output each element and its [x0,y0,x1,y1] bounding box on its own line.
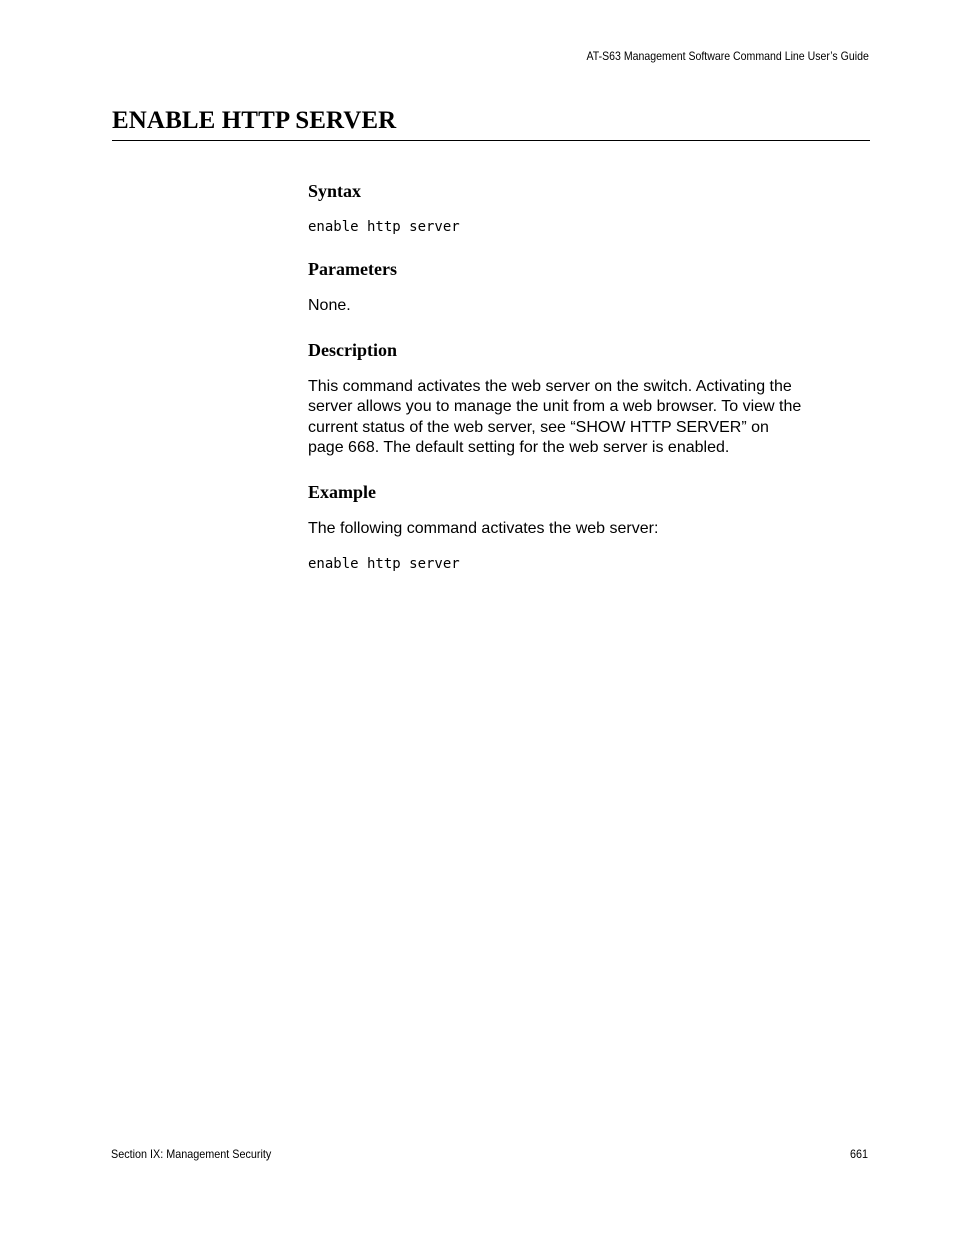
syntax-heading: Syntax [308,181,362,201]
parameters-text: None. [308,297,351,314]
running-header: AT-S63 Management Software Command Line User’s Guide [586,49,869,63]
page-title: ENABLE HTTP SERVER [112,107,397,134]
title-rule [112,140,870,141]
description-line: server allows you to manage the unit from a web browser. To view the [308,398,802,415]
page-number: 661 [849,1147,868,1161]
example-code: enable http server [308,556,460,572]
description-heading: Description [308,339,397,360]
description-text [308,377,848,459]
footer-section: Section IX: Management Security [111,1147,272,1161]
example-text: The following command activates the web server: [308,519,659,537]
description-line: current status of the web server, see “SHOW HTTP SERVER” on [308,418,769,436]
example-heading: Example [308,481,377,502]
parameters-heading: Parameters [308,259,397,279]
syntax-code: enable http server [308,219,460,235]
command-content [308,180,853,573]
description-line: page 668. The default setting for the web server is enabled. [308,439,730,456]
description-line: This command activates the web server on the switch. Activating the [308,377,792,395]
